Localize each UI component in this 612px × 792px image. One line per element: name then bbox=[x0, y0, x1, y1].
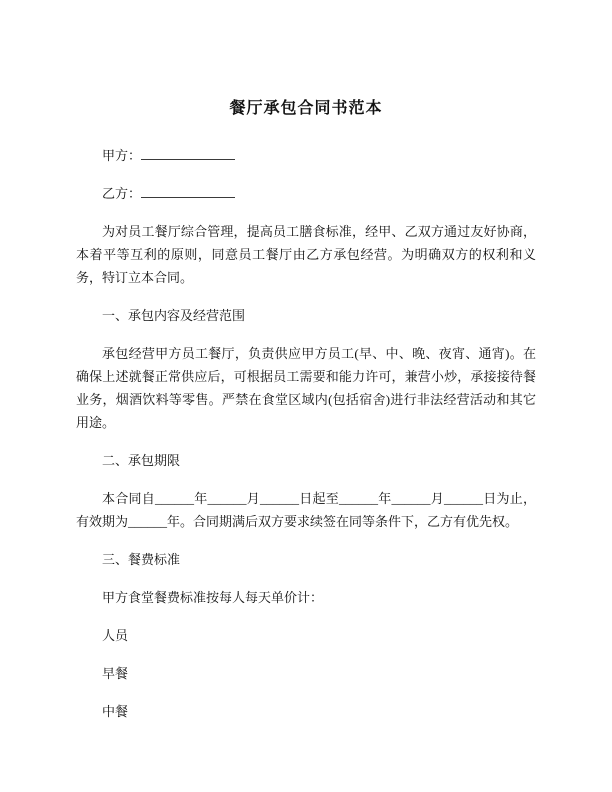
party-b-label: 乙方： bbox=[102, 186, 142, 201]
party-a-fill-blank bbox=[141, 145, 235, 160]
section-2-heading: 二、承包期限 bbox=[102, 453, 181, 468]
meal-fee-intro-line: 甲方食堂餐费标准按每人每天单价计： bbox=[102, 590, 324, 605]
fee-row-lunch: 中餐 bbox=[102, 704, 129, 719]
party-b-line bbox=[76, 182, 536, 205]
document-title: 餐厅承包合同书范本 bbox=[229, 100, 383, 117]
intro-paragraph: 为对员工餐厅综合管理，提高员工膳食标准，经甲、乙双方通过友好协商，本着平等互利的原则，同意员工餐厅由乙方承包经营。为明确双方的权利和义务，特订立本合同。 bbox=[76, 224, 536, 285]
party-b-fill-blank bbox=[141, 183, 235, 198]
fee-row-personnel: 人员 bbox=[102, 628, 129, 643]
party-a-label: 甲方： bbox=[102, 148, 142, 163]
section-3-heading: 三、餐费标准 bbox=[102, 552, 181, 567]
contract-term-paragraph: 本合同自______年______月______日起至______年______月______日为止，有效期为______年。合同期满后双方要求续签在同等条件下，乙方有优先权。 bbox=[76, 491, 536, 529]
party-a-line bbox=[76, 144, 536, 167]
section-1-paragraph: 承包经营甲方员工餐厅，负责供应甲方员工(早、中、晚、夜宵、通宵)。在确保上述就餐正常供应后，可根据员工需要和能力许可，兼营小炒，承接接待餐业务，烟酒饮料等零售。严禁在食堂区域内(包括宿舍)进行非法经营活动和其它用途。 bbox=[76, 346, 536, 430]
section-1-heading: 一、承包内容及经营范围 bbox=[102, 308, 246, 323]
fee-row-breakfast: 早餐 bbox=[102, 666, 129, 681]
